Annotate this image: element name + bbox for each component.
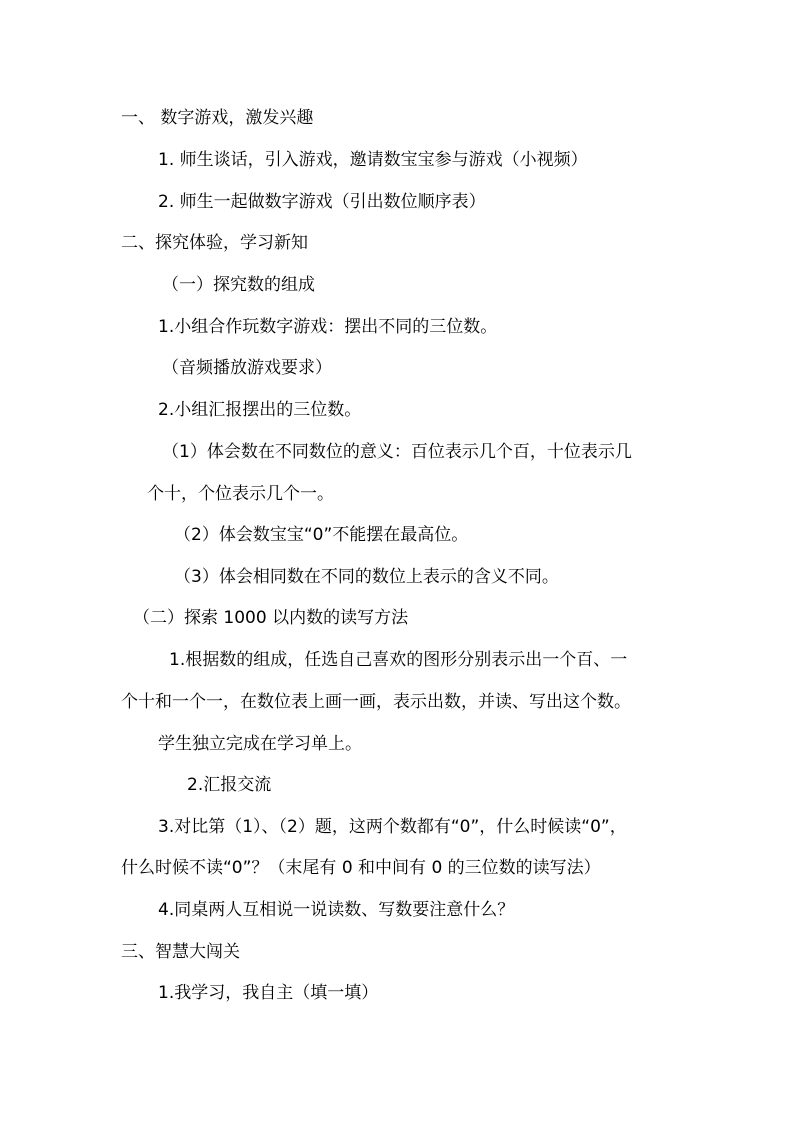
list-item: 4.同桌两人互相说一说读数、写数要注意什么？ bbox=[158, 900, 515, 920]
subsection-heading: （二）探索 1000 以内数的读写方法 bbox=[133, 608, 409, 628]
subsection-heading: （一）探究数的组成 bbox=[162, 275, 315, 295]
list-item: 2.汇报交流 bbox=[187, 775, 272, 795]
list-item: 1.我学习，我自主（填一填） bbox=[158, 983, 379, 1003]
list-item: （1）体会数在不同数位的意义：百位表示几个百，十位表示几 bbox=[162, 442, 632, 462]
list-item: 2. 师生一起做数字游戏（引出数位顺序表） bbox=[158, 192, 486, 212]
list-item: 2.小组汇报摆出的三位数。 bbox=[158, 400, 362, 420]
note-text: （音频播放游戏要求） bbox=[162, 358, 332, 378]
paragraph-continuation: 什么时候不读“0”？（末尾有 0 和中间有 0 的三位数的读写法） bbox=[121, 858, 601, 878]
list-item: 1.小组合作玩数字游戏：摆出不同的三位数。 bbox=[158, 317, 498, 337]
list-item: （2）体会数宝宝“0”不能摆在最高位。 bbox=[174, 525, 469, 545]
list-item: 1. 师生谈话，引入游戏，邀请数宝宝参与游戏（小视频） bbox=[158, 150, 588, 170]
section-heading-3: 三、智慧大闯关 bbox=[121, 942, 240, 962]
paragraph-continuation: 个十和一个一，在数位表上画一画，表示出数，并读、写出这个数。 bbox=[121, 692, 631, 712]
section-heading-2: 二、探究体验，学习新知 bbox=[121, 233, 308, 253]
list-item: （3）体会相同数在不同的数位上表示的含义不同。 bbox=[174, 567, 559, 587]
list-item: 3.对比第（1）、（2）题，这两个数都有“0”，什么时候读“0”， bbox=[158, 817, 627, 837]
section-heading-1: 一、 数字游戏，激发兴趣 bbox=[121, 108, 314, 128]
paragraph-text: 学生独立完成在学习单上。 bbox=[158, 734, 362, 754]
list-item: 1.根据数的组成，任选自己喜欢的图形分别表示出一个百、一 bbox=[169, 650, 628, 670]
paragraph-continuation: 个十，个位表示几个一。 bbox=[147, 484, 334, 504]
